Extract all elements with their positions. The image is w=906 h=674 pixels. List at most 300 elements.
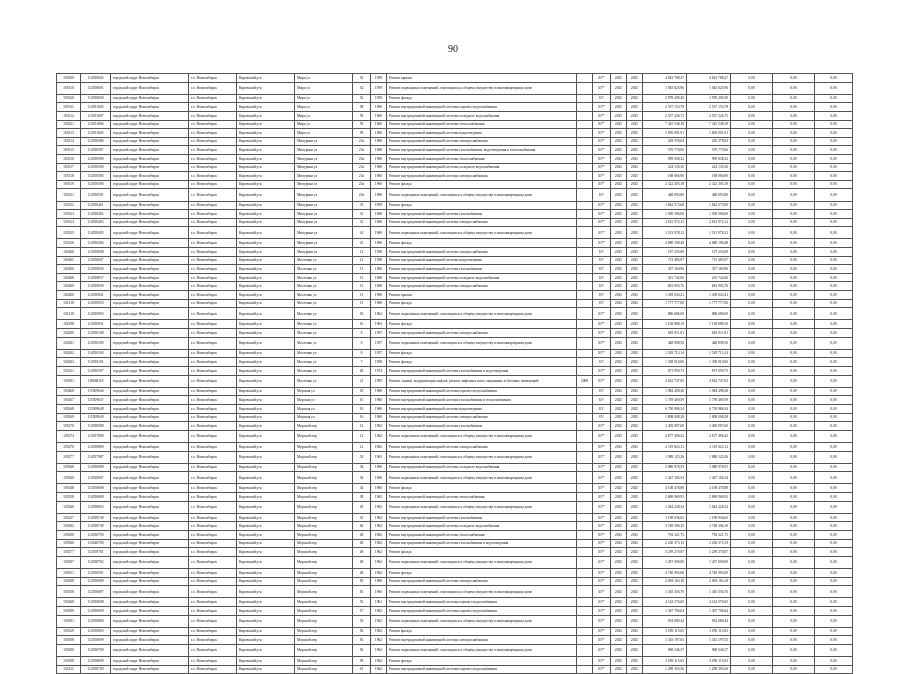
fund-amount-cell: 2 557 226,72: [687, 111, 731, 120]
build-year-cell: 1957: [371, 337, 387, 349]
total-cost-cell: 2 119 623,13: [643, 442, 687, 451]
district-cell: Кировский р-н: [237, 442, 295, 451]
commission-year-cell: [577, 337, 593, 349]
municipality-cell: городской округ Новосибирск: [111, 227, 189, 239]
owners-funds-cell: 0,00: [815, 111, 853, 120]
work-type-cell: Ремонт, замена, модернизация лифтов, ремонт лифтовых шахт, машинных и блочных помещений: [387, 375, 577, 387]
row-id-cell: 105369: [57, 472, 81, 484]
city-cell: г.о. Новосибирск: [189, 172, 237, 181]
row-id-cell: 105387: [57, 556, 81, 568]
plan-year-start-cell: 2025: [611, 548, 627, 557]
plan-year-start-cell: 2025: [611, 265, 627, 274]
fund-amount-cell: 934 080,44: [687, 615, 731, 627]
city-cell: г.о. Новосибирск: [189, 413, 237, 422]
fund-amount-cell: 1 457 000,00: [687, 556, 731, 568]
district-cell: Кировский р-н: [237, 484, 295, 493]
municipality-cell: городской округ Новосибирск: [111, 606, 189, 615]
build-year-cell: 1957: [371, 329, 387, 338]
fund-amount-cell: 1 739 469,59: [687, 396, 731, 405]
city-cell: г.о. Новосибирск: [189, 396, 237, 405]
work-type-cell: Ремонт крыши: [387, 291, 577, 300]
fund-amount-cell: 4 080 190,48: [687, 239, 731, 248]
object-code-cell: 114550590: [81, 180, 111, 189]
plan-year-start-cell: 2025: [611, 349, 627, 358]
funding-type-cell: БУ*: [593, 74, 611, 83]
street-cell: Мира ул: [295, 120, 353, 129]
city-cell: г.о. Новосибирск: [189, 273, 237, 282]
fund-amount-cell: 205 378,04: [687, 137, 731, 146]
fund-amount-cell: 1 447 182,54: [687, 472, 731, 484]
table-row: [57, 74, 853, 83]
build-year-cell: 1960: [371, 273, 387, 282]
budget-local-cell: 0,00: [773, 657, 815, 666]
fund-amount-cell: 1 138 888,10: [687, 320, 731, 329]
plan-year-start-cell: 2025: [611, 201, 627, 210]
municipality-cell: городской округ Новосибирск: [111, 665, 189, 674]
commission-year-cell: [577, 201, 593, 210]
plan-year-start-cell: 2025: [611, 329, 627, 338]
municipality-cell: городской округ Новосибирск: [111, 308, 189, 320]
funding-type-cell: БУ*: [593, 422, 611, 431]
commission-year-cell: [577, 644, 593, 656]
district-cell: Кировский р-н: [237, 657, 295, 666]
object-code-cell: 114557800: [81, 430, 111, 442]
budget-local-cell: 0,00: [773, 291, 815, 300]
owners-funds-cell: 0,00: [815, 146, 853, 155]
row-id-cell: 105270: [57, 422, 81, 431]
commission-year-cell: [577, 366, 593, 375]
commission-year-cell: [577, 548, 593, 557]
total-cost-cell: 1 439 043,41: [643, 291, 687, 300]
plan-year-start-cell: 2025: [611, 387, 627, 396]
house-number-cell: 57: [353, 606, 371, 615]
commission-year-cell: [577, 501, 593, 513]
build-year-cell: 1962: [371, 442, 387, 451]
table-row: [57, 256, 853, 265]
municipality-cell: городской округ Новосибирск: [111, 366, 189, 375]
street-cell: Морской пер: [295, 627, 353, 636]
plan-year-end-cell: 2025: [627, 636, 643, 645]
street-cell: Морской пер: [295, 422, 353, 431]
municipality-cell: городской округ Новосибирск: [111, 404, 189, 413]
build-year-cell: 1960: [371, 387, 387, 396]
budget-local-cell: 0,00: [773, 320, 815, 329]
city-cell: г.о. Новосибирск: [189, 137, 237, 146]
row-id-cell: 105398: [57, 657, 81, 666]
city-cell: г.о. Новосибирск: [189, 451, 237, 463]
object-code-cell: 114558749: [81, 522, 111, 531]
row-id-cell: 105338: [57, 586, 81, 598]
fund-amount-cell: 448 093,80: [687, 189, 731, 201]
object-code-cell: 114550698: [81, 598, 111, 607]
build-year-cell: 1960: [371, 218, 387, 227]
plan-year-start-cell: 2025: [611, 256, 627, 265]
district-cell: Кировский р-н: [237, 539, 295, 548]
object-code-cell: 114550602: [81, 74, 111, 83]
city-cell: г.о. Новосибирск: [189, 218, 237, 227]
city-cell: г.о. Новосибирск: [189, 366, 237, 375]
total-cost-cell: 873 959,75: [643, 366, 687, 375]
plan-year-end-cell: 2025: [627, 422, 643, 431]
row-id-cell: 102118: [57, 299, 81, 308]
table-row: [57, 320, 853, 329]
budget-local-cell: 0,00: [773, 146, 815, 155]
street-cell: Морской пер: [295, 586, 353, 598]
commission-year-cell: [577, 665, 593, 674]
house-number-cell: 45: [353, 513, 371, 522]
commission-year-cell: [577, 308, 593, 320]
commission-year-cell: [577, 404, 593, 413]
budget-local-cell: 0,00: [773, 422, 815, 431]
funding-type-cell: БУ*: [593, 472, 611, 484]
district-cell: Кировский р-н: [237, 329, 295, 338]
budget-regional-cell: 0,00: [731, 111, 773, 120]
plan-year-end-cell: 2025: [627, 299, 643, 308]
plan-year-start-cell: 2025: [611, 413, 627, 422]
district-cell: Кировский р-н: [237, 463, 295, 472]
funding-type-cell: БУ*: [593, 180, 611, 189]
row-id-cell: 105313: [57, 129, 81, 138]
budget-regional-cell: 0,00: [731, 404, 773, 413]
budget-regional-cell: 0,00: [731, 210, 773, 219]
build-year-cell: 1960: [371, 120, 387, 129]
owners-funds-cell: 0,00: [815, 291, 853, 300]
total-cost-cell: 1 307 706,64: [643, 606, 687, 615]
table-row: [57, 366, 853, 375]
build-year-cell: 1960: [371, 404, 387, 413]
plan-year-start-cell: 2025: [611, 484, 627, 493]
build-year-cell: 1962: [371, 627, 387, 636]
funding-type-cell: БУ*: [593, 103, 611, 112]
build-year-cell: 1963: [371, 451, 387, 463]
total-cost-cell: 168 066,90: [643, 172, 687, 181]
table-row: [57, 299, 853, 308]
object-code-cell: 114550689: [81, 493, 111, 502]
street-cell: Морской пер: [295, 539, 353, 548]
budget-local-cell: 0,00: [773, 201, 815, 210]
row-id-cell: 105468: [57, 387, 81, 396]
street-cell: Морской пер: [295, 472, 353, 484]
owners-funds-cell: 0,00: [815, 531, 853, 540]
build-year-cell: 1962: [371, 308, 387, 320]
plan-year-start-cell: 2025: [611, 180, 627, 189]
budget-regional-cell: 0,00: [731, 531, 773, 540]
total-cost-cell: 4 740 993,00: [643, 569, 687, 578]
object-code-cell: 114550589: [81, 154, 111, 163]
table-row: [57, 569, 853, 578]
row-id-cell: 105319: [57, 180, 81, 189]
budget-regional-cell: 0,00: [731, 430, 773, 442]
funding-type-cell: БУ*: [593, 657, 611, 666]
fund-amount-cell: 570 770,06: [687, 146, 731, 155]
city-cell: г.о. Новосибирск: [189, 548, 237, 557]
object-code-cell: 114558699: [81, 636, 111, 645]
plan-year-start-cell: 2025: [611, 375, 627, 387]
funding-type-cell: БУ*: [593, 548, 611, 557]
plan-year-start-cell: 2025: [611, 308, 627, 320]
commission-year-cell: [577, 210, 593, 219]
fund-amount-cell: 1 455 356,76: [687, 586, 731, 598]
work-type-cell: Ремонт крыши: [387, 74, 577, 83]
district-cell: Кировский р-н: [237, 320, 295, 329]
table-row: [57, 210, 853, 219]
owners-funds-cell: 0,00: [815, 337, 853, 349]
house-number-cell: 52: [353, 94, 371, 103]
commission-year-cell: [577, 248, 593, 257]
table-row: [57, 146, 853, 155]
house-number-cell: 12: [353, 256, 371, 265]
row-id-cell: 105388: [57, 577, 81, 586]
row-id-cell: 102202: [57, 349, 81, 358]
row-id-cell: 105411: [57, 665, 81, 674]
city-cell: г.о. Новосибирск: [189, 163, 237, 172]
house-number-cell: 23а: [353, 180, 371, 189]
build-year-cell: 1960: [371, 154, 387, 163]
street-cell: Морской пер: [295, 556, 353, 568]
fund-amount-cell: 168 066,90: [687, 172, 731, 181]
owners-funds-cell: 0,00: [815, 218, 853, 227]
street-cell: Морской пер: [295, 493, 353, 502]
city-cell: г.о. Новосибирск: [189, 615, 237, 627]
table-row: [57, 82, 853, 94]
work-type-cell: Ремонт подвальных помещений, относящихся к общему имуществу в многоквартирном доме: [387, 586, 577, 598]
commission-year-cell: [577, 577, 593, 586]
house-number-cell: 53: [353, 598, 371, 607]
object-code-cell: 115509649: [81, 413, 111, 422]
work-type-cell: Ремонт подвальных помещений, относящихся к общему имуществу в многоквартирном доме: [387, 451, 577, 463]
budget-local-cell: 0,00: [773, 577, 815, 586]
table-row: [57, 556, 853, 568]
municipality-cell: городской округ Новосибирск: [111, 569, 189, 578]
object-code-cell: 114550401: [81, 201, 111, 210]
work-type-cell: Ремонт фасада: [387, 201, 577, 210]
budget-regional-cell: 0,00: [731, 82, 773, 94]
table-row: [57, 308, 853, 320]
municipality-cell: городской округ Новосибирск: [111, 74, 189, 83]
plan-year-end-cell: 2025: [627, 366, 643, 375]
budget-regional-cell: 0,00: [731, 103, 773, 112]
table-row: [57, 387, 853, 396]
table-row: [57, 522, 853, 531]
owners-funds-cell: 0,00: [815, 513, 853, 522]
street-cell: Морская ул: [295, 396, 353, 405]
commission-year-cell: [577, 154, 593, 163]
build-year-cell: 1963: [371, 320, 387, 329]
municipality-cell: городской округ Новосибирск: [111, 137, 189, 146]
object-code-cell: 114550100: [81, 349, 111, 358]
street-cell: Мира ул: [295, 129, 353, 138]
table-row: [57, 413, 853, 422]
municipality-cell: городской округ Новосибирск: [111, 463, 189, 472]
total-cost-cell: 3 059 115,65: [643, 657, 687, 666]
row-id-cell: 102118: [57, 308, 81, 320]
total-cost-cell: 2 557 226,72: [643, 111, 687, 120]
plan-year-start-cell: 2025: [611, 299, 627, 308]
owners-funds-cell: 0,00: [815, 636, 853, 645]
commission-year-cell: [577, 239, 593, 248]
row-id-cell: 105314: [57, 137, 81, 146]
owners-funds-cell: 0,00: [815, 265, 853, 274]
budget-regional-cell: 0,00: [731, 484, 773, 493]
object-code-cell: 114550847: [81, 256, 111, 265]
build-year-cell: 1960: [371, 484, 387, 493]
district-cell: Кировский р-н: [237, 210, 295, 219]
object-code-cell: 114550837: [81, 273, 111, 282]
row-id-cell: 102408: [57, 273, 81, 282]
commission-year-cell: [577, 493, 593, 502]
commission-year-cell: [577, 329, 593, 338]
page-number: 90: [448, 44, 458, 55]
city-cell: г.о. Новосибирск: [189, 493, 237, 502]
street-cell: Мосеенко ул: [295, 375, 353, 387]
total-cost-cell: 448 093,80: [643, 189, 687, 201]
commission-year-cell: [577, 606, 593, 615]
city-cell: г.о. Новосибирск: [189, 120, 237, 129]
commission-year-cell: [577, 172, 593, 181]
total-cost-cell: 2 615 972,12: [643, 218, 687, 227]
budget-regional-cell: 0,00: [731, 189, 773, 201]
municipality-cell: городской округ Новосибирск: [111, 154, 189, 163]
street-cell: Мичурина ул: [295, 227, 353, 239]
row-id-cell: 102409: [57, 282, 81, 291]
total-cost-cell: 1 338 910,06: [643, 358, 687, 367]
object-code-cell: 114550841: [81, 291, 111, 300]
object-code-cell: 115509648: [81, 404, 111, 413]
house-number-cell: 12: [353, 422, 371, 431]
funding-type-cell: БУ*: [593, 218, 611, 227]
plan-year-start-cell: 2025: [611, 615, 627, 627]
street-cell: Морской пер: [295, 636, 353, 645]
municipality-cell: городской округ Новосибирск: [111, 282, 189, 291]
plan-year-start-cell: 2025: [611, 282, 627, 291]
street-cell: Мира ул: [295, 111, 353, 120]
plan-year-start-cell: 2025: [611, 586, 627, 598]
work-type-cell: Ремонт подвальных помещений, относящихся к общему имуществу в многоквартирном доме: [387, 430, 577, 442]
plan-year-end-cell: 2025: [627, 349, 643, 358]
district-cell: Кировский р-н: [237, 513, 295, 522]
build-year-cell: 1960: [371, 163, 387, 172]
fund-amount-cell: 681 903,76: [687, 282, 731, 291]
house-number-cell: 56: [353, 627, 371, 636]
plan-year-start-cell: 2025: [611, 539, 627, 548]
fund-amount-cell: 886 686,00: [687, 308, 731, 320]
owners-funds-cell: 0,00: [815, 665, 853, 674]
plan-year-end-cell: 2025: [627, 548, 643, 557]
funding-type-cell: БУ*: [593, 172, 611, 181]
street-cell: Мира ул: [295, 82, 353, 94]
build-year-cell: 1962: [371, 522, 387, 531]
object-code-cell: 114558700: [81, 665, 111, 674]
street-cell: Морской пер: [295, 501, 353, 513]
budget-local-cell: 0,00: [773, 239, 815, 248]
funding-type-cell: БУ*: [593, 163, 611, 172]
municipality-cell: городской округ Новосибирск: [111, 299, 189, 308]
municipality-cell: городской округ Новосибирск: [111, 636, 189, 645]
total-cost-cell: 4 652 747,65: [643, 375, 687, 387]
municipality-cell: городской округ Новосибирск: [111, 531, 189, 540]
commission-year-cell: [577, 657, 593, 666]
work-type-cell: Ремонт внутридомовой инженерной системы электроснабжения: [387, 172, 577, 181]
owners-funds-cell: 0,00: [815, 320, 853, 329]
street-cell: Морской пер: [295, 577, 353, 586]
work-type-cell: Ремонт внутридомовой инженерной системы водоотведения: [387, 404, 577, 413]
budget-regional-cell: 0,00: [731, 248, 773, 257]
municipality-cell: городской округ Новосибирск: [111, 644, 189, 656]
city-cell: г.о. Новосибирск: [189, 82, 237, 94]
fund-amount-cell: 1 439 043,41: [687, 291, 731, 300]
work-type-cell: Ремонт внутридомовой инженерной системы теплоснабжения: [387, 154, 577, 163]
work-type-cell: Ремонт внутридомовой инженерной системы холодного водоснабжения: [387, 111, 577, 120]
district-cell: Кировский р-н: [237, 94, 295, 103]
build-year-cell: 1962: [371, 539, 387, 548]
work-type-cell: Ремонт внутридомовой инженерной системы теплоснабжения: [387, 531, 577, 540]
budget-local-cell: 0,00: [773, 606, 815, 615]
total-cost-cell: 1 044 228,34: [643, 501, 687, 513]
house-number-cell: 48: [353, 569, 371, 578]
owners-funds-cell: 0,00: [815, 501, 853, 513]
plan-year-end-cell: 2025: [627, 74, 643, 83]
district-cell: Кировский р-н: [237, 577, 295, 586]
funding-type-cell: БУ*: [593, 569, 611, 578]
street-cell: Морской пер: [295, 657, 353, 666]
house-number-cell: 58: [353, 103, 371, 112]
commission-year-cell: [577, 282, 593, 291]
build-year-cell: 1958: [371, 248, 387, 257]
plan-year-start-cell: 2025: [611, 636, 627, 645]
fund-amount-cell: 3 059 115,65: [687, 627, 731, 636]
plan-year-end-cell: 2025: [627, 665, 643, 674]
work-type-cell: Ремонт внутридомовой инженерной системы электроснабжения: [387, 218, 577, 227]
house-number-cell: 41: [353, 227, 371, 239]
funding-type-cell: БУ*: [593, 82, 611, 94]
municipality-cell: городской округ Новосибирск: [111, 422, 189, 431]
budget-local-cell: 0,00: [773, 665, 815, 674]
budget-local-cell: 0,00: [773, 137, 815, 146]
district-cell: Кировский р-н: [237, 366, 295, 375]
district-cell: Кировский р-н: [237, 248, 295, 257]
row-id-cell: 105309: [57, 74, 81, 83]
work-type-cell: Ремонт фасада: [387, 358, 577, 367]
row-id-cell: 102406: [57, 265, 81, 274]
funding-type-cell: БУ: [593, 404, 611, 413]
district-cell: Кировский р-н: [237, 337, 295, 349]
house-number-cell: 20: [353, 366, 371, 375]
commission-year-cell: [577, 265, 593, 274]
total-cost-cell: 2 230 373,19: [643, 539, 687, 548]
street-cell: Морской пер: [295, 606, 353, 615]
budget-regional-cell: 0,00: [731, 74, 773, 83]
city-cell: г.о. Новосибирск: [189, 349, 237, 358]
work-type-cell: Ремонт внутридомовой инженерной системы теплоснабжения: [387, 120, 577, 129]
district-cell: Кировский р-н: [237, 413, 295, 422]
owners-funds-cell: 0,00: [815, 586, 853, 598]
house-number-cell: 13: [353, 265, 371, 274]
municipality-cell: городской округ Новосибирск: [111, 657, 189, 666]
owners-funds-cell: 0,00: [815, 82, 853, 94]
street-cell: Мичурина ул: [295, 248, 353, 257]
fund-amount-cell: 968 546,37: [687, 644, 731, 656]
plan-year-start-cell: 2025: [611, 103, 627, 112]
city-cell: г.о. Новосибирск: [189, 308, 237, 320]
house-number-cell: 56: [353, 636, 371, 645]
house-number-cell: 23а: [353, 137, 371, 146]
district-cell: Кировский р-н: [237, 586, 295, 598]
street-cell: Морская ул: [295, 387, 353, 396]
table-row: [57, 120, 853, 129]
plan-year-end-cell: 2025: [627, 569, 643, 578]
work-type-cell: Ремонт подвальных помещений, относящихся к общему имуществу в многоквартирном доме: [387, 82, 577, 94]
budget-regional-cell: 0,00: [731, 463, 773, 472]
